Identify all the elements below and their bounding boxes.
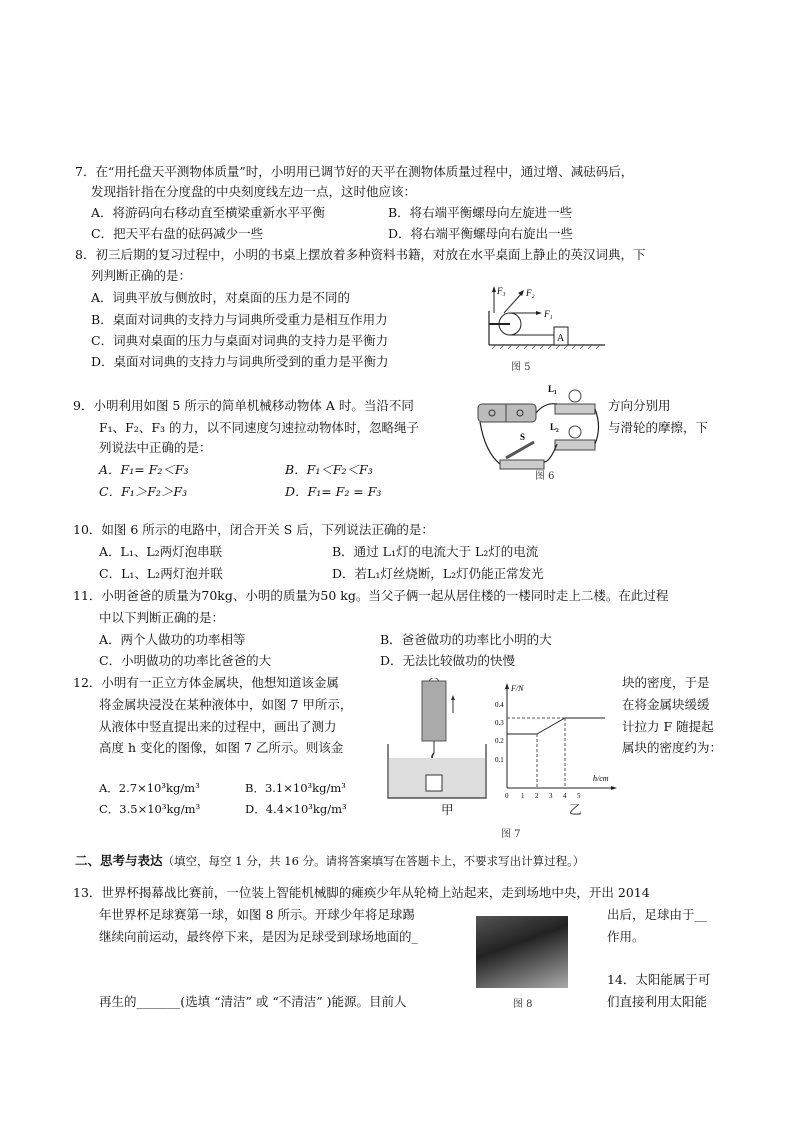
- y-tick-label: 0.1: [495, 756, 504, 764]
- q9-option-d: D．F₁= F₂ = F₃: [285, 484, 382, 499]
- x-tick-label: 0: [505, 792, 509, 800]
- q10-option-c: C．L₁、L₂两灯泡并联: [99, 566, 223, 581]
- q8-option-a: A．词典平放与侧放时，对桌面的压力是不同的: [91, 290, 351, 305]
- block-a-label: A: [557, 333, 565, 344]
- force-f1-label: F₁: [544, 309, 553, 319]
- lamp-l1-label: L₁: [548, 384, 557, 394]
- q7-stem-line1: 7．在“用托盘天平测物体质量”时，小明用已调节好的天平在测物体质量过程中，通过增、减砝码后，: [75, 164, 634, 179]
- q7-option-a: A．将游码向右移动直至横梁重新水平平衡: [91, 205, 326, 220]
- force-f2-label: F₂: [526, 288, 535, 298]
- section-2-title: 二、思考与表达: [75, 853, 163, 868]
- q13-line1: 13．世界杯揭幕战比赛前，一位装上智能机械脚的瘫痪少年从轮椅上站起来，走到场地中央，开出 2014: [73, 885, 650, 900]
- q12-line2a: 将金属块浸没在某种液体中，如图 7 甲所示，: [99, 697, 353, 712]
- q9-option-b: B．F₁＜F₂＜F₃: [285, 462, 373, 477]
- q14-line1: 14．太阳能属于可: [607, 972, 711, 987]
- switch-s-label: S: [520, 432, 526, 442]
- q10-option-b: B．通过 L₁灯的电流大于 L₂灯的电流: [332, 544, 539, 559]
- figure-7-caption: 图 7: [501, 829, 521, 840]
- q12-line2b: 在将金属块缓缓: [622, 697, 710, 712]
- q8-option-b: B．桌面对词典的支持力与词典所受重力是相互作用力: [91, 312, 388, 327]
- figure-8-caption: 图 8: [513, 999, 533, 1010]
- q8-option-c: C．词典对桌面的压力与桌面对词典的支持力是平衡力: [91, 333, 389, 348]
- q11-option-d: D．无法比较做功的快慢: [380, 653, 516, 668]
- figure-5-pulley-diagram: [480, 283, 610, 363]
- x-axis-label: h/cm: [593, 774, 609, 783]
- y-tick-label: 0.2: [495, 737, 504, 745]
- q9-option-c: C．F₁＞F₂＞F₃: [99, 484, 188, 499]
- q12-line3a: 从液体中竖直提出来的过程中，画出了测力: [99, 719, 337, 734]
- section-2-heading: [75, 853, 584, 869]
- q12-option-d: D．4.4×10³kg/m³: [245, 802, 347, 816]
- x-tick-label: 2: [535, 792, 539, 800]
- lamp-l2-label: L₂: [550, 422, 559, 432]
- q9-stem-line3: 列说法中正确的是：: [99, 440, 212, 455]
- q13-line3a: 继续向前运动，最终停下来，是因为足球受到球场地面的_: [99, 929, 418, 944]
- q13-line2a: 年世界杯足球赛第一球，如图 8 所示。开球少年将足球踢: [99, 907, 415, 922]
- q9-stem-line2b: 与滑轮的摩擦，下: [608, 420, 709, 435]
- section-2-note: （填空，每空 1 分，共 16 分。请将答案填写在答题卡上，不要求写出计算过程。）: [162, 854, 585, 868]
- q13-line2b: 出后，足球由于__: [607, 907, 708, 922]
- q7-option-c: C．把天平右盘的砝码减少一些: [91, 226, 264, 241]
- q14-line2b: 们直接利用太阳能: [607, 994, 708, 1009]
- q7-option-b: B．将右端平衡螺母向左旋进一些: [388, 205, 573, 220]
- x-tick-label: 1: [521, 792, 525, 800]
- q12-line4a: 高度 h 变化的图像，如图 7 乙所示。则该金: [99, 740, 344, 755]
- metal-cube: [426, 775, 442, 791]
- figure-5-caption: 图 5: [511, 362, 531, 373]
- force-f3-label: F₃: [497, 286, 506, 296]
- q9-stem-line2a: F₁、F₂、F₃ 的力，以不同速度匀速拉动物体时，忽略绳子: [99, 420, 420, 435]
- q10-option-a: A．L₁、L₂两灯泡串联: [99, 544, 223, 559]
- q13-line3b: 作用。: [607, 929, 645, 944]
- y-tick-label: 0.4: [495, 701, 504, 709]
- y-axis-label: F/N: [511, 684, 524, 693]
- q12-line1b: 块的密度，于是: [622, 675, 710, 690]
- q11-option-c: C．小明做功的功率比爸爸的大: [99, 653, 272, 668]
- figure-7-left-label: 甲: [441, 802, 454, 817]
- figure-7-beaker: [385, 678, 490, 803]
- q12-line1a: 12．小明有一正立方体金属块，他想知道该金属: [73, 675, 339, 690]
- x-tick-label: 3: [549, 792, 553, 800]
- figure-7-force-height-graph: [495, 680, 620, 800]
- y-tick-label: 0.3: [495, 719, 504, 727]
- q12-option-a: A．2.7×10³kg/m³: [99, 781, 200, 795]
- q10-option-d: D．若L₁灯丝烧断，L₂灯仍能正常发光: [332, 566, 544, 581]
- q11-stem-line2: 中以下判断正确的是：: [99, 610, 225, 625]
- q14-line2a: 再生的_______(选填 “清洁” 或 “不清洁” )能源。目前人: [99, 994, 407, 1009]
- q11-option-a: A．两个人做功的功率相等: [99, 632, 246, 647]
- q12-line3b: 计拉力 F 随提起: [622, 719, 714, 734]
- figure-7-right-label: 乙: [569, 802, 582, 817]
- q8-stem-line2: 列判断正确的是：: [91, 268, 192, 283]
- q9-stem-line1b: 方向分别用: [608, 398, 671, 413]
- q11-stem-line1: 11．小明爸爸的质量为70kg、小明的质量为50 kg。当父子俩一起从居住楼的一楼同时走上二楼。在此过程: [73, 588, 669, 603]
- figure-8-soccer-photo: [476, 916, 568, 988]
- figure-6-circuit-photo: [470, 382, 605, 477]
- figure-6-caption: 图 6: [535, 471, 555, 482]
- q9-stem-line1a: 9．小明利用如图 5 所示的简单机械移动物体 A 时。当沿不同: [73, 398, 414, 413]
- q7-option-d: D．将右端平衡螺母向右旋出一些: [388, 226, 574, 241]
- q8-stem-line1: 8．初三后期的复习过程中，小明的书桌上摆放着多种资料书籍，对放在水平桌面上静止的英汉词典，下: [75, 247, 646, 262]
- q8-option-d: D．桌面对词典的支持力与词典所受到的重力是平衡力: [91, 354, 389, 369]
- q12-line4b: 属块的密度约为：: [622, 740, 723, 755]
- q10-stem: 10．如图 6 所示的电路中，闭合开关 S 后，下列说法正确的是：: [73, 522, 434, 537]
- q9-option-a: A．F₁= F₂＜F₃: [99, 462, 189, 477]
- x-tick-label: 4: [563, 792, 567, 800]
- x-tick-label: 5: [577, 792, 581, 800]
- q12-option-b: B．3.1×10³kg/m³: [245, 781, 346, 795]
- q7-stem-line2: 发现指针指在分度盘的中央刻度线左边一点，这时他应该：: [91, 184, 417, 199]
- q11-option-b: B．爸爸做功的功率比小明的大: [380, 632, 552, 647]
- q12-option-c: C．3.5×10³kg/m³: [99, 802, 201, 816]
